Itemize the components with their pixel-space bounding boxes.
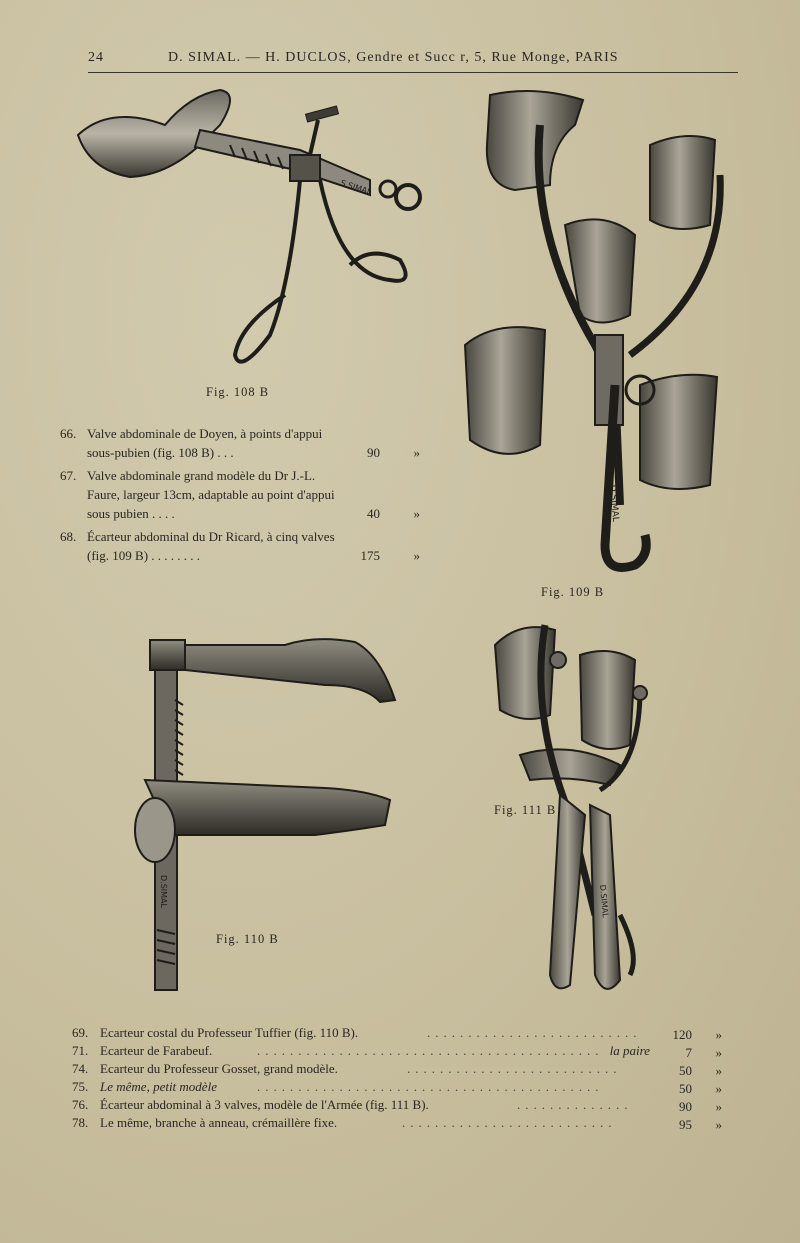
entry-text: Écarteur abdominal du Dr Ricard, à cinq valves (fig. 109 B) . . . . . . . . bbox=[87, 529, 335, 563]
description-entry bbox=[60, 527, 420, 565]
item-mark: » bbox=[715, 1099, 722, 1114]
item-text: Ecarteur de Farabeuf. bbox=[100, 1043, 213, 1058]
entry-mark: » bbox=[413, 506, 420, 521]
item-text: Ecarteur costal du Professeur Tuffier (fig. 110 B). bbox=[100, 1025, 359, 1040]
item-mark: » bbox=[715, 1027, 722, 1042]
leader-dots: .............. bbox=[517, 1097, 633, 1112]
leader-dots: .......................... bbox=[427, 1025, 642, 1040]
svg-text:D.SIMAL: D.SIMAL bbox=[159, 875, 168, 908]
leader-dots: .......................... bbox=[407, 1061, 622, 1076]
item-number: 69. bbox=[72, 1025, 89, 1040]
entry-number: 66. bbox=[60, 426, 77, 441]
leader-dots: .......................................... bbox=[257, 1079, 604, 1094]
figure-110b-caption: Fig. 110 B bbox=[216, 932, 279, 946]
entry-price: 90 bbox=[367, 445, 380, 460]
header-rule bbox=[88, 72, 738, 73]
item-mark: » bbox=[715, 1063, 722, 1078]
leader-dots: .......................................... bbox=[257, 1043, 604, 1058]
entry-price: 175 bbox=[360, 548, 380, 563]
svg-text:S.SIMAL: S.SIMAL bbox=[339, 178, 373, 197]
leader-dots: .......................... bbox=[402, 1115, 617, 1130]
entry-mark: » bbox=[413, 548, 420, 563]
item-number: 75. bbox=[72, 1079, 89, 1094]
price-list bbox=[72, 1025, 722, 1133]
entry-text: Valve abdominale grand modèle du Dr J.-L. Faure, largeur 13cm, adaptable au point d'appui sous pubien . . . . bbox=[87, 468, 335, 521]
item-text: Le même, petit modèle bbox=[100, 1079, 217, 1094]
svg-text:D.SIMAL: D.SIMAL bbox=[607, 484, 621, 523]
description-entry bbox=[60, 466, 420, 523]
entry-number: 68. bbox=[60, 529, 77, 544]
entry-price: 40 bbox=[367, 506, 380, 521]
item-text: Le même, branche à anneau, crémaillère fixe. bbox=[100, 1115, 338, 1130]
price-row bbox=[72, 1097, 722, 1115]
figure-108b-illustration bbox=[70, 85, 440, 375]
figure-111b-caption: Fig. 111 B bbox=[494, 803, 557, 817]
description-entry bbox=[60, 424, 420, 462]
price-row bbox=[72, 1079, 722, 1097]
price-row bbox=[72, 1115, 722, 1133]
item-mark: » bbox=[715, 1081, 722, 1096]
item-price: 120 bbox=[672, 1027, 692, 1042]
running-title: D. SIMAL. — H. DUCLOS, Gendre et Succ r, 5, Rue Monge, PARIS bbox=[168, 50, 619, 65]
figure-108b-caption: Fig. 108 B bbox=[206, 385, 270, 399]
page-number: 24 bbox=[88, 50, 104, 65]
item-mark: » bbox=[715, 1117, 722, 1132]
entry-number: 67. bbox=[60, 468, 77, 483]
figure-109b-illustration bbox=[455, 85, 755, 585]
item-number: 74. bbox=[72, 1061, 89, 1076]
item-unit: la paire bbox=[609, 1043, 650, 1058]
item-price: 50 bbox=[679, 1081, 692, 1096]
descriptions-66-68 bbox=[60, 424, 420, 569]
entry-mark: » bbox=[413, 445, 420, 460]
entry-text: Valve abdominale de Doyen, à points d'appui sous-pubien (fig. 108 B) . . . bbox=[87, 426, 323, 460]
item-number: 78. bbox=[72, 1115, 89, 1130]
item-price: 90 bbox=[679, 1099, 692, 1114]
item-text: Ecarteur du Professeur Gosset, grand modèle. bbox=[100, 1061, 338, 1076]
price-row bbox=[72, 1043, 722, 1061]
item-price: 7 bbox=[685, 1045, 692, 1060]
svg-text:D.SIMAL: D.SIMAL bbox=[598, 884, 610, 919]
page-header bbox=[88, 50, 738, 70]
item-number: 76. bbox=[72, 1097, 89, 1112]
item-text: Écarteur abdominal à 3 valves, modèle de l'Armée (fig. 111 B). bbox=[100, 1097, 429, 1112]
figure-109b-caption: Fig. 109 B bbox=[541, 585, 605, 599]
price-row bbox=[72, 1025, 722, 1043]
item-mark: » bbox=[715, 1045, 722, 1060]
price-row bbox=[72, 1061, 722, 1079]
item-price: 95 bbox=[679, 1117, 692, 1132]
item-price: 50 bbox=[679, 1063, 692, 1078]
item-number: 71. bbox=[72, 1043, 89, 1058]
